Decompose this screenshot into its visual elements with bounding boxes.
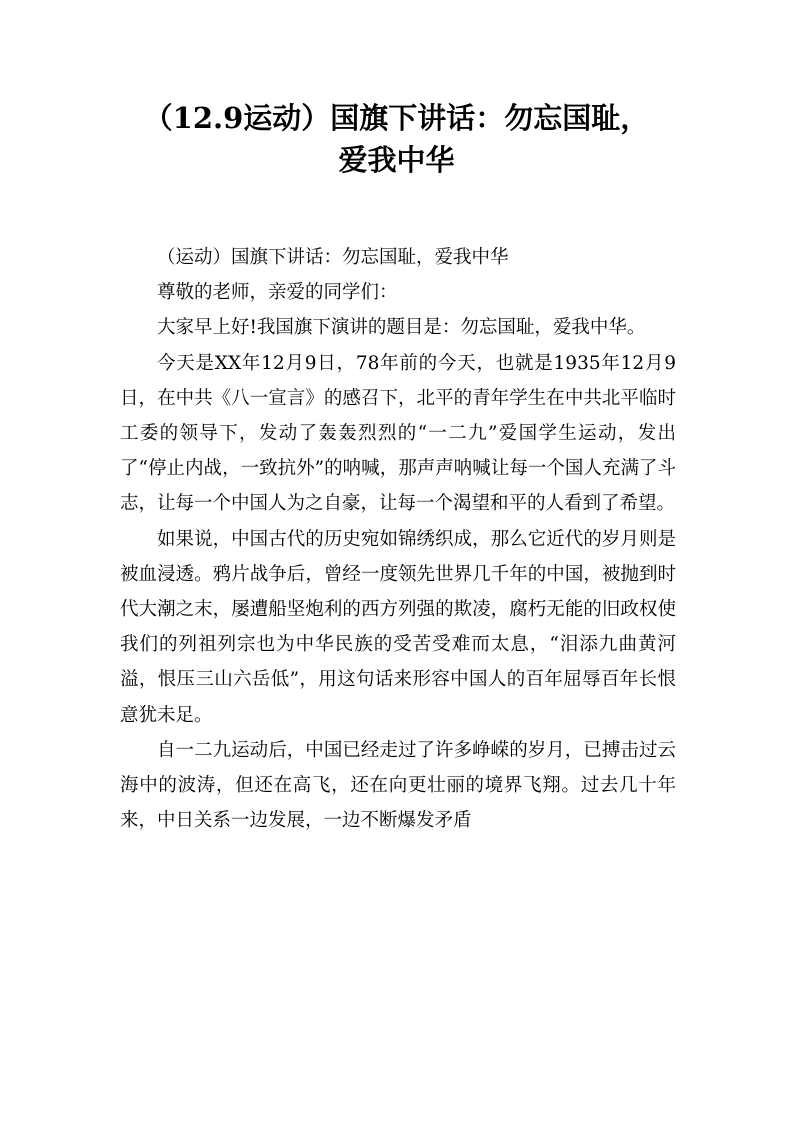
document-body — [120, 240, 676, 838]
paragraph-history: 今天是XX年12月9日，78年前的今天，也就是1935年12月9日，在中共《八一宣言》的感召下，北平的青年学生在中共北平临时工委的领导下，发动了轰轰烈烈的“一二九”爱国学生运动，发出了“停止内战，一致抗外”的呐喊，那声声呐喊让每一个国人充满了斗志，让每一个中国人为之自豪，让每一个渴望和平的人看到了希望。 — [120, 352, 676, 515]
paragraph-greeting: 尊敬的老师，亲爱的同学们： — [157, 282, 398, 304]
paragraph-modern-era: 如果说，中国古代的历史宛如锦绣织成，那么它近代的岁月则是被血浸透。鸦片战争后，曾经一度领先世界几千年的中国，被抛到时代大潮之末，屡遭船坚炮利的西方列强的欺凌，腐朽无能的旧政权使我们的列祖列宗也为中华民族的受苦受难而太息，“泪添九曲黄河溢，恨压三山六岳低”，用这句话来形容中国人的百年屈辱百年长恨意犹未足。 — [120, 528, 676, 726]
paragraph-intro: 大家早上好!我国旗下演讲的题目是：勿忘国耻，爱我中华。 — [157, 317, 646, 339]
document-title-line-1: （12.9运动）国旗下讲话：勿忘国耻， — [143, 101, 650, 135]
paragraph-after-movement: 自一二九运动后，中国已经走过了许多峥嵘的岁月，已搏击过云海中的波涛，但还在高飞，还在向更壮丽的境界飞翔。过去几十年来，中日关系一边发展，一边不断爆发矛盾 — [120, 739, 676, 832]
document-title-line-2: 爱我中华 — [338, 143, 455, 177]
paragraph-subtitle: （运动）国旗下讲话：勿忘国耻，爱我中华 — [157, 247, 509, 268]
